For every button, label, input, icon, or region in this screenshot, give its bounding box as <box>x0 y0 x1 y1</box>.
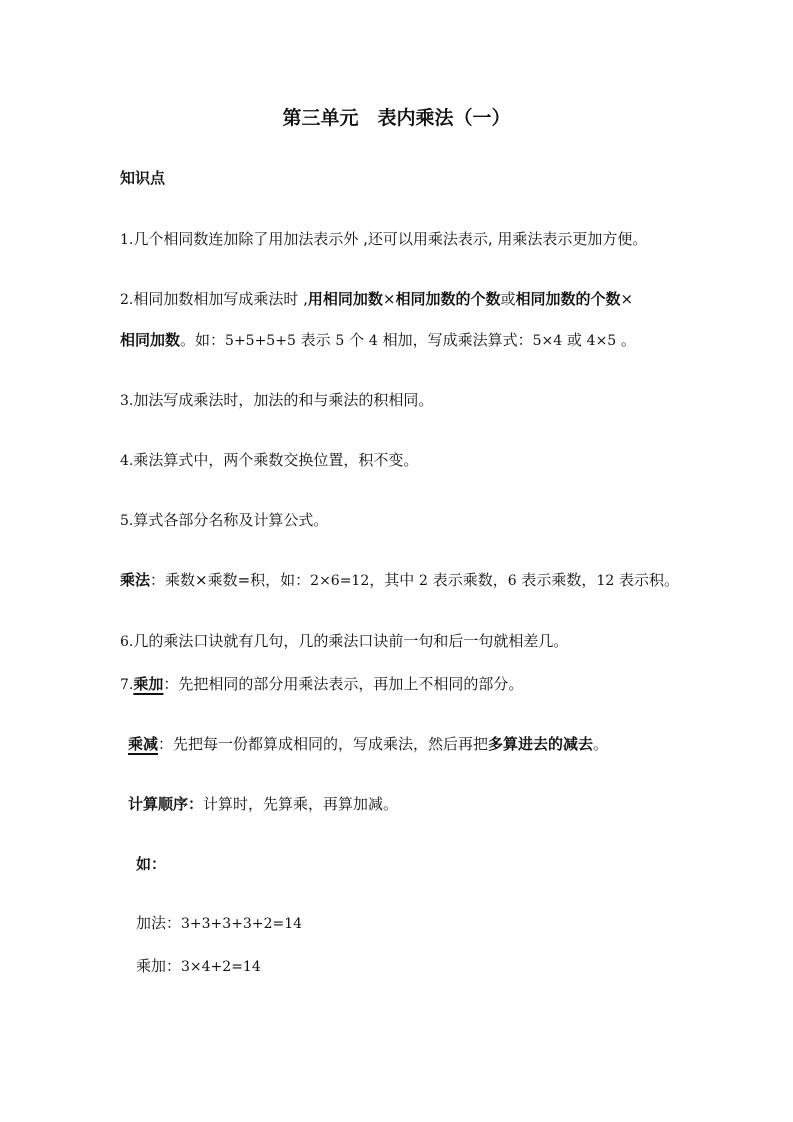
bold-term: 相同加数 <box>120 331 181 349</box>
item-text: 几的乘法口诀就有几句，几的乘法口诀前一句和后一句就相差几。 <box>133 632 569 650</box>
term-label: 加法： <box>136 914 182 932</box>
example-expression: 4×5 <box>586 333 617 349</box>
bold-term: 相同加数的个数 <box>515 290 621 308</box>
multiply-add-example <box>136 956 261 977</box>
item-number: 7. <box>120 677 134 693</box>
example-expression: 2×6=12 <box>310 573 370 589</box>
section-heading: 知识点 <box>120 169 166 187</box>
term-label: 乘法 <box>120 571 151 589</box>
term-label: 乘加： <box>136 957 182 975</box>
times-sign: × <box>620 290 634 308</box>
item-text: 相同加数相加写成乘法时 , <box>133 290 308 308</box>
knowledge-point-5 <box>120 510 328 531</box>
addition-example <box>136 913 302 934</box>
times-sign: × <box>382 290 396 308</box>
example-expression: 5×4 <box>532 333 563 349</box>
item-text: 表示乘数， <box>516 571 597 589</box>
item-text: ，其中 <box>369 571 420 589</box>
item-text: 表示 <box>295 331 336 349</box>
number: 2 <box>419 573 428 589</box>
item-text: 相加，写成乘法算式： <box>377 331 533 349</box>
item-text: 。 <box>593 735 609 753</box>
number: 12 <box>596 573 615 589</box>
item-text: 乘法算式中，两个乘数交换位置，积不变。 <box>133 451 419 469</box>
bold-term: 相同加数的个数 <box>395 290 501 308</box>
knowledge-point-6 <box>120 631 568 652</box>
number: 5 <box>335 333 345 349</box>
number: 4 <box>368 333 378 349</box>
item-text: 或 <box>562 331 587 349</box>
knowledge-point-1 <box>120 229 647 250</box>
item-text: 几个相同数连加除了用加法表示外 ,还可以用乘法表示, 用乘法表示更加方便。 <box>133 230 648 248</box>
multiply-subtract-rule <box>128 734 608 754</box>
bold-term: 用相同加数 <box>307 290 383 308</box>
page-title: 第三单元 表内乘法（一） <box>282 107 511 129</box>
bold-term: 多算进去的减去 <box>488 735 594 753</box>
item-text: ：先把每一份都算成相同的，写成乘法，然后再把 <box>158 735 489 753</box>
item-number: 3. <box>120 393 134 409</box>
item-text: 个 <box>344 331 369 349</box>
example-expression: 5+5+5+5 <box>225 333 296 349</box>
calculation-order <box>128 794 398 814</box>
item-text: ：乘数×乘数=积，如： <box>150 571 311 589</box>
item-number: 2. <box>120 292 134 308</box>
item-text: 。 <box>616 331 636 349</box>
number: 6 <box>507 573 517 589</box>
example-expression: 3×4+2=14 <box>181 959 261 975</box>
knowledge-point-4 <box>120 450 418 471</box>
item-number: 1. <box>120 232 134 248</box>
item-number: 6. <box>120 634 134 650</box>
knowledge-point-2-continued <box>120 330 636 351</box>
multiplication-formula <box>120 570 679 591</box>
knowledge-point-2 <box>120 289 633 310</box>
example-expression: 3+3+3+3+2=14 <box>181 916 303 932</box>
term-label: 乘减 <box>128 735 159 753</box>
item-text: 表示积。 <box>614 571 680 589</box>
item-text: 计算时，先算乘，再算加减。 <box>203 795 399 813</box>
example-label: 如： <box>136 855 167 873</box>
item-number: 5. <box>120 513 134 529</box>
item-text: 表示乘数， <box>427 571 508 589</box>
knowledge-point-3 <box>120 390 433 411</box>
item-text: ：先把相同的部分用乘法表示，再加上不相同的部分。 <box>163 675 524 693</box>
term-label: 计算顺序： <box>128 795 204 813</box>
item-text: 加法写成乘法时，加法的和与乘法的积相同。 <box>133 391 434 409</box>
item-number: 4. <box>120 453 134 469</box>
item-text: 。如： <box>180 331 226 349</box>
item-text: 算式各部分名称及计算公式。 <box>133 511 329 529</box>
knowledge-point-7 <box>120 674 523 695</box>
term-label: 乘加 <box>133 675 164 693</box>
or-text: 或 <box>500 290 516 308</box>
